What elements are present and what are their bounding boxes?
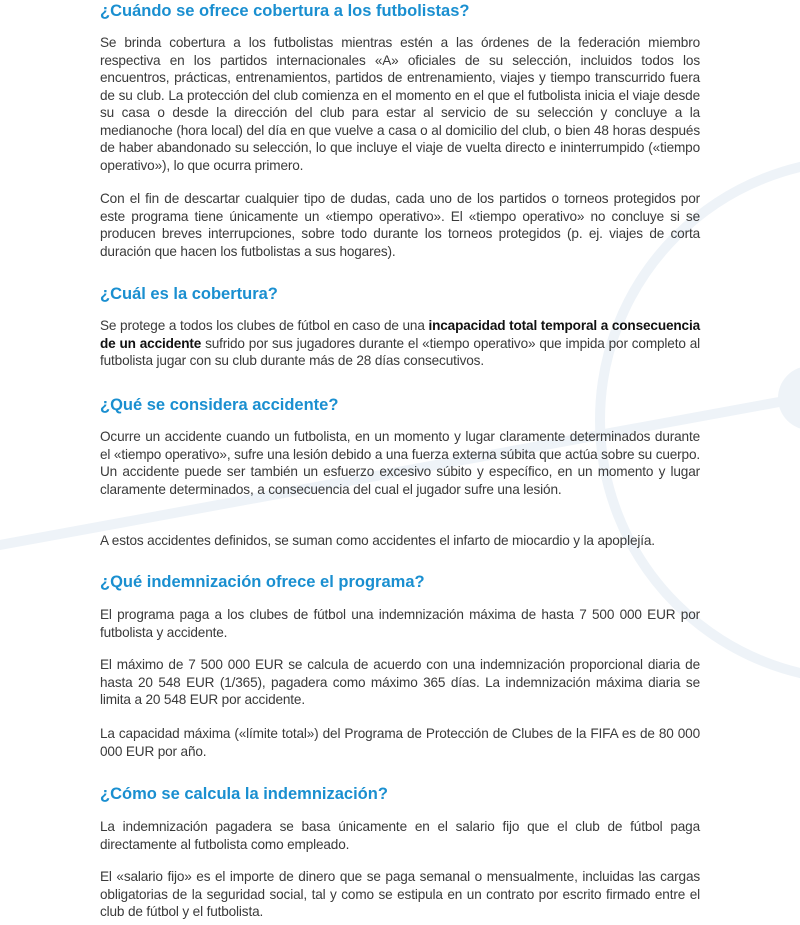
paragraph-text: sufrido por sus jugadores durante el «tiempo operativo» que impida por completo al futbolista jugar con su club durante más de 28 días consecutivos.	[100, 335, 700, 368]
paragraph: Ocurre un accidente cuando un futbolista, en un momento y lugar claramente determinados durante el «tiempo operativo», sufre una lesión debido a una fuerza externa súbita que actúa sobre su cuerpo. Un accidente puede ser también un esfuerzo excesivo súbito y específico, en un momento y lugar claramente determinados, a consecuencia del cual el jugador sufre una lesión.	[100, 429, 700, 497]
section-heading-accident-definition: ¿Qué se considera accidente?	[100, 396, 339, 414]
paragraph: La indemnización pagadera se basa únicamente en el salario fijo que el club de fútbol paga directamente al futbolista como empleado.	[100, 819, 700, 852]
paragraph	[100, 317, 700, 370]
paragraph: El máximo de 7 500 000 EUR se calcula de acuerdo con una indemnización proporcional diaria de hasta 20 548 EUR (1/365), pagadera como máximo 365 días. La indemnización máxima diaria se limita a 20 548 EUR por accidente.	[100, 657, 700, 707]
bold-emphasis: incapacidad total temporal a consecuencia de un accidente	[100, 318, 700, 351]
decorative-dot	[778, 366, 800, 430]
section-heading-compensation: ¿Qué indemnización ofrece el programa?	[100, 573, 425, 591]
section-heading-coverage-when: ¿Cuándo se ofrece cobertura a los futbolistas?	[100, 2, 470, 20]
paragraph: El «salario fijo» es el importe de dinero que se paga semanal o mensualmente, incluidas las cargas obligatorias de la seguridad social, tal y como se estipula en un contrato por escrito firmado entre el club de fútbol y el futbolista.	[100, 869, 700, 919]
paragraph-text: Se protege a todos los clubes de fútbol en caso de una	[100, 318, 429, 333]
paragraph: Se brinda cobertura a los futbolistas mientras estén a las órdenes de la federación miembro respectiva en los partidos internacionales «A» oficiales de su selección, incluidos todos los encuentros, prácticas, entrenamientos, partidos de entrenamiento, viajes y tiempo transcurrido fuera de su club. La protección del club comienza en el momento en el que el futbolista inicia el viaje desde su casa o desde la dirección del club para estar al servicio de su selección y concluye a la medianoche (hora local) del día en que vuelve a casa o al domicilio del club, o bien 48 horas después de haber abandonado su selección, lo que incluye el viaje de vuelta directo e ininterrumpido («tiempo operativo»), lo que ocurra primero.	[100, 35, 700, 173]
paragraph: El programa paga a los clubes de fútbol una indemnización máxima de hasta 7 500 000 EUR por futbolista y accidente.	[100, 607, 700, 640]
paragraph: A estos accidentes definidos, se suman como accidentes el infarto de miocardio y la apoplejía.	[100, 533, 655, 548]
paragraph: La capacidad máxima («límite total») del Programa de Protección de Clubes de la FIFA es de 80 000 000 EUR por año.	[100, 726, 700, 759]
paragraph: Con el fin de descartar cualquier tipo de dudas, cada uno de los partidos o torneos protegidos por este programa tiene únicamente un «tiempo operativo». El «tiempo operativo» no concluye si se producen breves interrupciones, sobre todo durante los torneos protegidos (p. ej. viajes de corta duración que hacen los futbolistas a sus hogares).	[100, 191, 700, 259]
section-heading-coverage-what: ¿Cuál es la cobertura?	[100, 285, 278, 303]
section-heading-calculation: ¿Cómo se calcula la indemnización?	[100, 785, 388, 803]
